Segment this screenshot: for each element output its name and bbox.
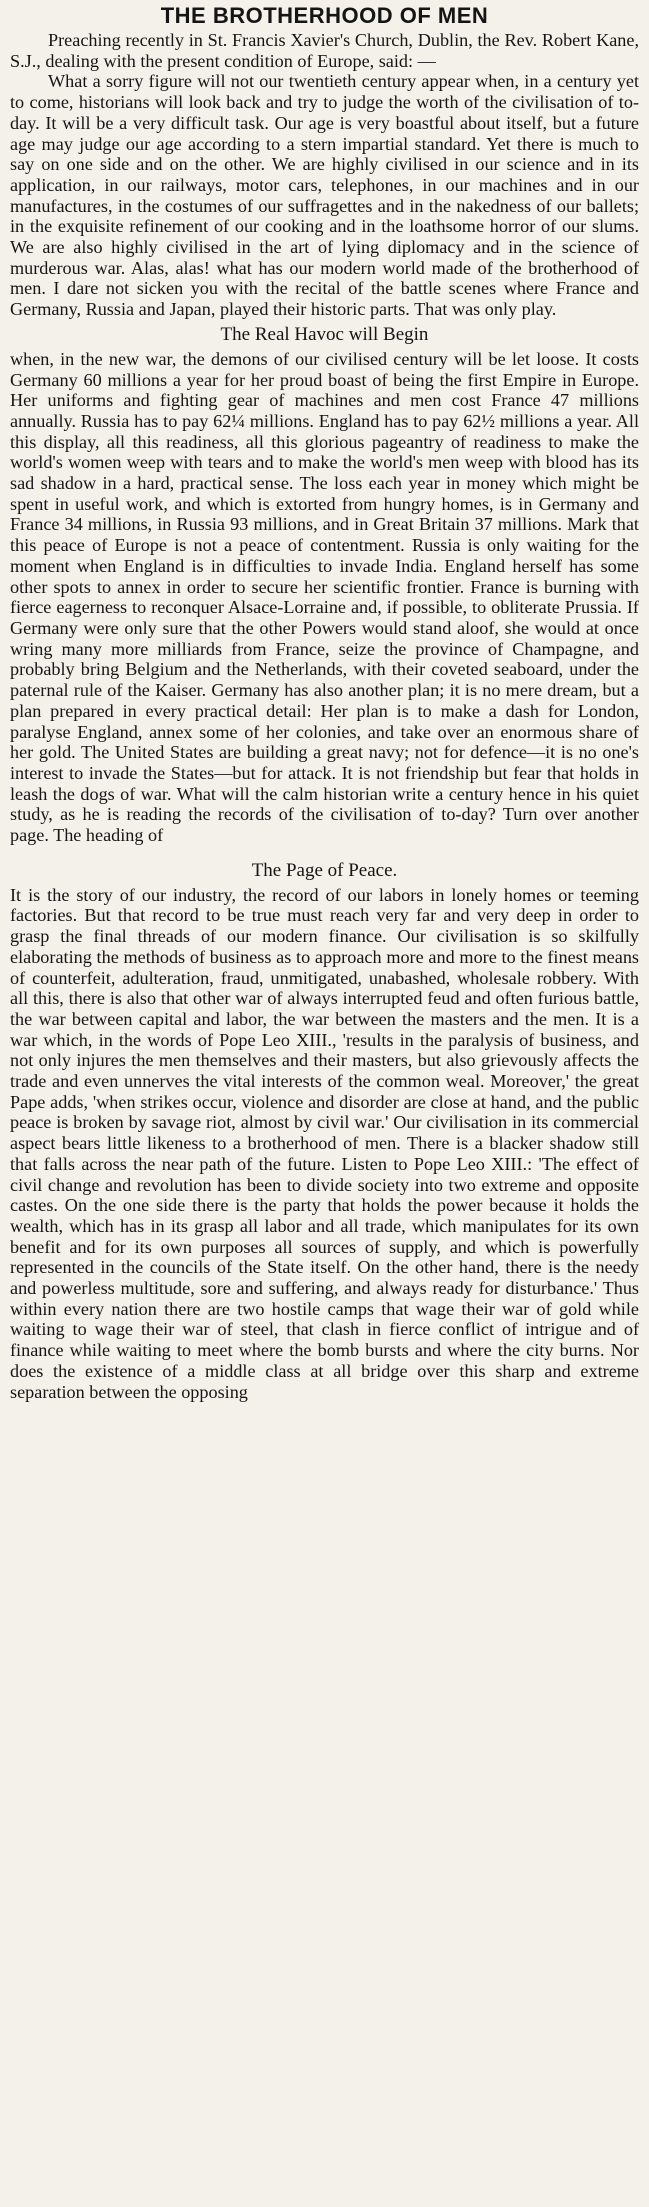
subheading-page-of-peace: The Page of Peace. [251, 859, 398, 881]
intro-paragraph: Preaching recently in St. Francis Xavier's Church, Dublin, the Rev. Robert Kane, S.J., dealing with the present condition of Europe, said: — [10, 30, 639, 71]
article-title: THE BROTHERHOOD OF MEN [160, 3, 489, 28]
subheading-real-havoc: The Real Havoc will Begin [220, 323, 429, 345]
paragraph-industry: It is the story of our industry, the record of our labors in lonely homes or teeming factories. But that record to be true must reach very far and very deep in order to grasp the final threads of our modern finance. Our civilisation is so skilfully elaborating the methods of business as to approach more and more to the finest means of counterfeit, adulteration, fraud, unmitigated, unabashed, wholesale robbery. With all this, there is also that other war of always interrupted feud and often furious battle, the war between capital and labor, the war between the masters and the men. It is a war which, in the words of Pope Leo XIII., 'results in the paralysis of business, and not only injures the men themselves and their masters, but also grievously affects the trade and even unnerves the vital interests of the common weal. Moreover,' the great Pape adds, 'when strikes occur, violence and disorder are close at hand, and the public peace is broken by savage riot, almost by civil war.' Our civilisation in its commercial aspect bears little likeness to a brotherhood of men. There is a blacker shadow still that falls across the near path of the future. Listen to Pope Leo XIII.: 'The effect of civil change and revolution has been to divide society into two extreme and opposite castes. On the one side there is the party that holds the power because it holds the wealth, which has in its grasp all labor and all trade, which manipulates for its own benefit and for its own purposes all sources of supply, and which is powerfully represented in the councils of the State itself. On the other hand, there is the needy and powerless multitude, sore and suffering, and always ready for disturbance.' Thus within every nation there are two hostile camps that wage their war of gold while waiting to wage their war of steel, that clash in fierce conflict of intrigue and of finance while waiting to meet where the bomb bursts and where the city burns. Nor does the existence of a middle class at all bridge over this sharp and extreme separation between the opposing [10, 884, 639, 1402]
paragraph-sorry-figure: What a sorry figure will not our twentieth century appear when, in a century yet to come, historians will look back and try to judge the worth of the civilisation of to-day. It will be a very difficult task. Our age is very boastful about itself, but a future age may judge our age according to a stern impartial standard. Yet there is much to say on one side and on the other. We are highly civilised in our science and in its application, in our railways, motor cars, telephones, in our machines and in our manufactures, in the costumes of our suffragettes and in the nakedness of our ballets; in the exquisite refinement of our cooking and in the loathsome horror of our slums. We are also highly civilised in the art of lying diplomacy and in the science of murderous war. Alas, alas! what has our modern world made of the brotherhood of men. I dare not sicken you with the recital of the battle scenes where France and Germany, Russia and Japan, played their historic parts. That was only play. [10, 71, 639, 320]
section-spacer [10, 846, 639, 856]
article-body [10, 30, 639, 1402]
paragraph-new-war: when, in the new war, the demons of our civilised century will be let loose. It costs Germany 60 millions a year for her proud boast of being the first Empire in Europe. Her uniforms and fighting gear of machines and men cost France 47 millions annually. Russia has to pay 62¼ millions. England has to pay 62½ millions a year. All this display, all this readiness, all this glorious pageantry of readiness to make the world's women weep with tears and to make the world's men weep with blood has its sad shadow in a hard, practical sense. The loss each year in money which might be spent in useful work, and which is extorted from hungry homes, is in Germany and France 34 millions, in Russia 93 millions, and in Great Britain 37 millions. Mark that this peace of Europe is not a peace of contentment. Russia is only waiting for the moment when England is in difficulties to invade India. England herself has some other spots to annex in order to secure her scientific frontier. France is burning with fierce eagerness to reconquer Alsace-Lorraine and, if possible, to obliterate Prussia. If Germany were only sure that the other Powers would stand aloof, she would at once wring many more milliards from France, seize the province of Champagne, and probably bring Belgium and the Netherlands, with their coveted seaboard, under the paternal rule of the Kaiser. Germany has also another plan; it is no mere dream, but a plan prepared in every practical detail: Her plan is to make a dash for London, paralyse England, annex some of her colonies, and take over an enormous share of her gold. The United States are building a great navy; not for defence—it is no one's interest to invade the States—but for attack. It is not friendship but fear that holds in leash the dogs of war. What will the calm historian write a century hence in his quiet study, as he is reading the records of the civilisation of to-day? Turn over another page. The heading of [10, 348, 639, 846]
